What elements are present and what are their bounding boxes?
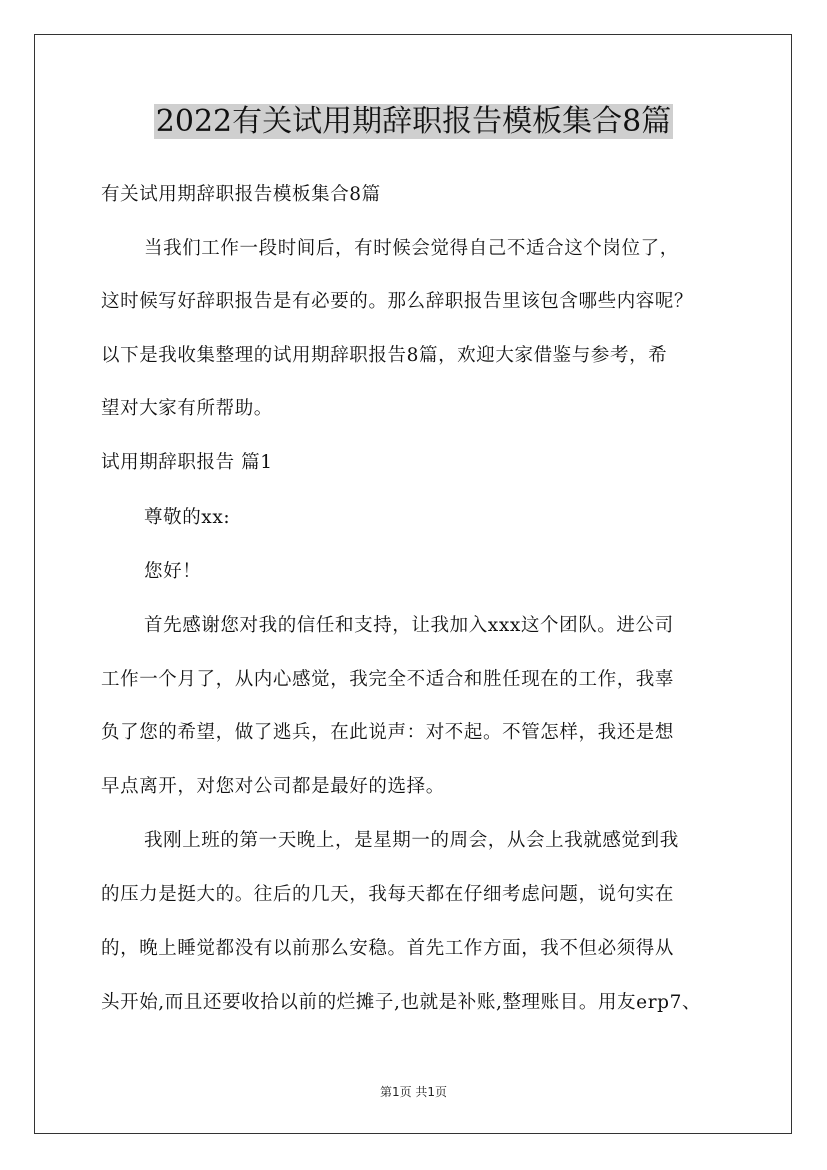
para2-line-4: 头开始,而且还要收拾以前的烂摊子,也就是补账,整理账目。用友erp7、 [101, 992, 702, 1013]
section-heading: 试用期辞职报告 篇1 [101, 452, 273, 473]
para2-line-1: 我刚上班的第一天晚上，是星期一的周会，从会上我就感觉到我 [144, 830, 679, 851]
salutation: 尊敬的xx: [144, 507, 231, 528]
intro-line-2: 这时候写好辞职报告是有必要的。那么辞职报告里该包含哪些内容呢？ [101, 291, 694, 312]
intro-line-3: 以下是我收集整理的试用期辞职报告8篇，欢迎大家借鉴与参考，希 [101, 345, 668, 366]
greeting: 您好！ [144, 561, 202, 582]
intro-line-1: 当我们工作一段时间后，有时候会觉得自己不适合这个岗位了， [144, 238, 679, 259]
document-title-text: 2022有关试用期辞职报告模板集合8篇 [155, 104, 672, 139]
intro-line-4: 望对大家有所帮助。 [101, 398, 273, 419]
para2-line-2: 的压力是挺大的。往后的几天，我每天都在仔细考虑问题，说句实在 [101, 884, 675, 905]
para1-line-4: 早点离开，对您对公司都是最好的选择。 [101, 776, 445, 797]
document-title [0, 100, 827, 144]
para2-line-3: 的，晚上睡觉都没有以前那么安稳。首先工作方面，我不但必须得从 [101, 938, 675, 959]
para1-line-2: 工作一个月了，从内心感觉，我完全不适合和胜任现在的工作，我辜 [101, 669, 675, 690]
para1-line-1: 首先感谢您对我的信任和支持，让我加入xxx这个团队。进公司 [144, 615, 674, 636]
page-footer: 第1页 共1页 [379, 1085, 448, 1099]
document-subtitle: 有关试用期辞职报告模板集合8篇 [101, 184, 381, 205]
para1-line-3: 负了您的希望，做了逃兵，在此说声：对不起。不管怎样，我还是想 [101, 722, 675, 743]
